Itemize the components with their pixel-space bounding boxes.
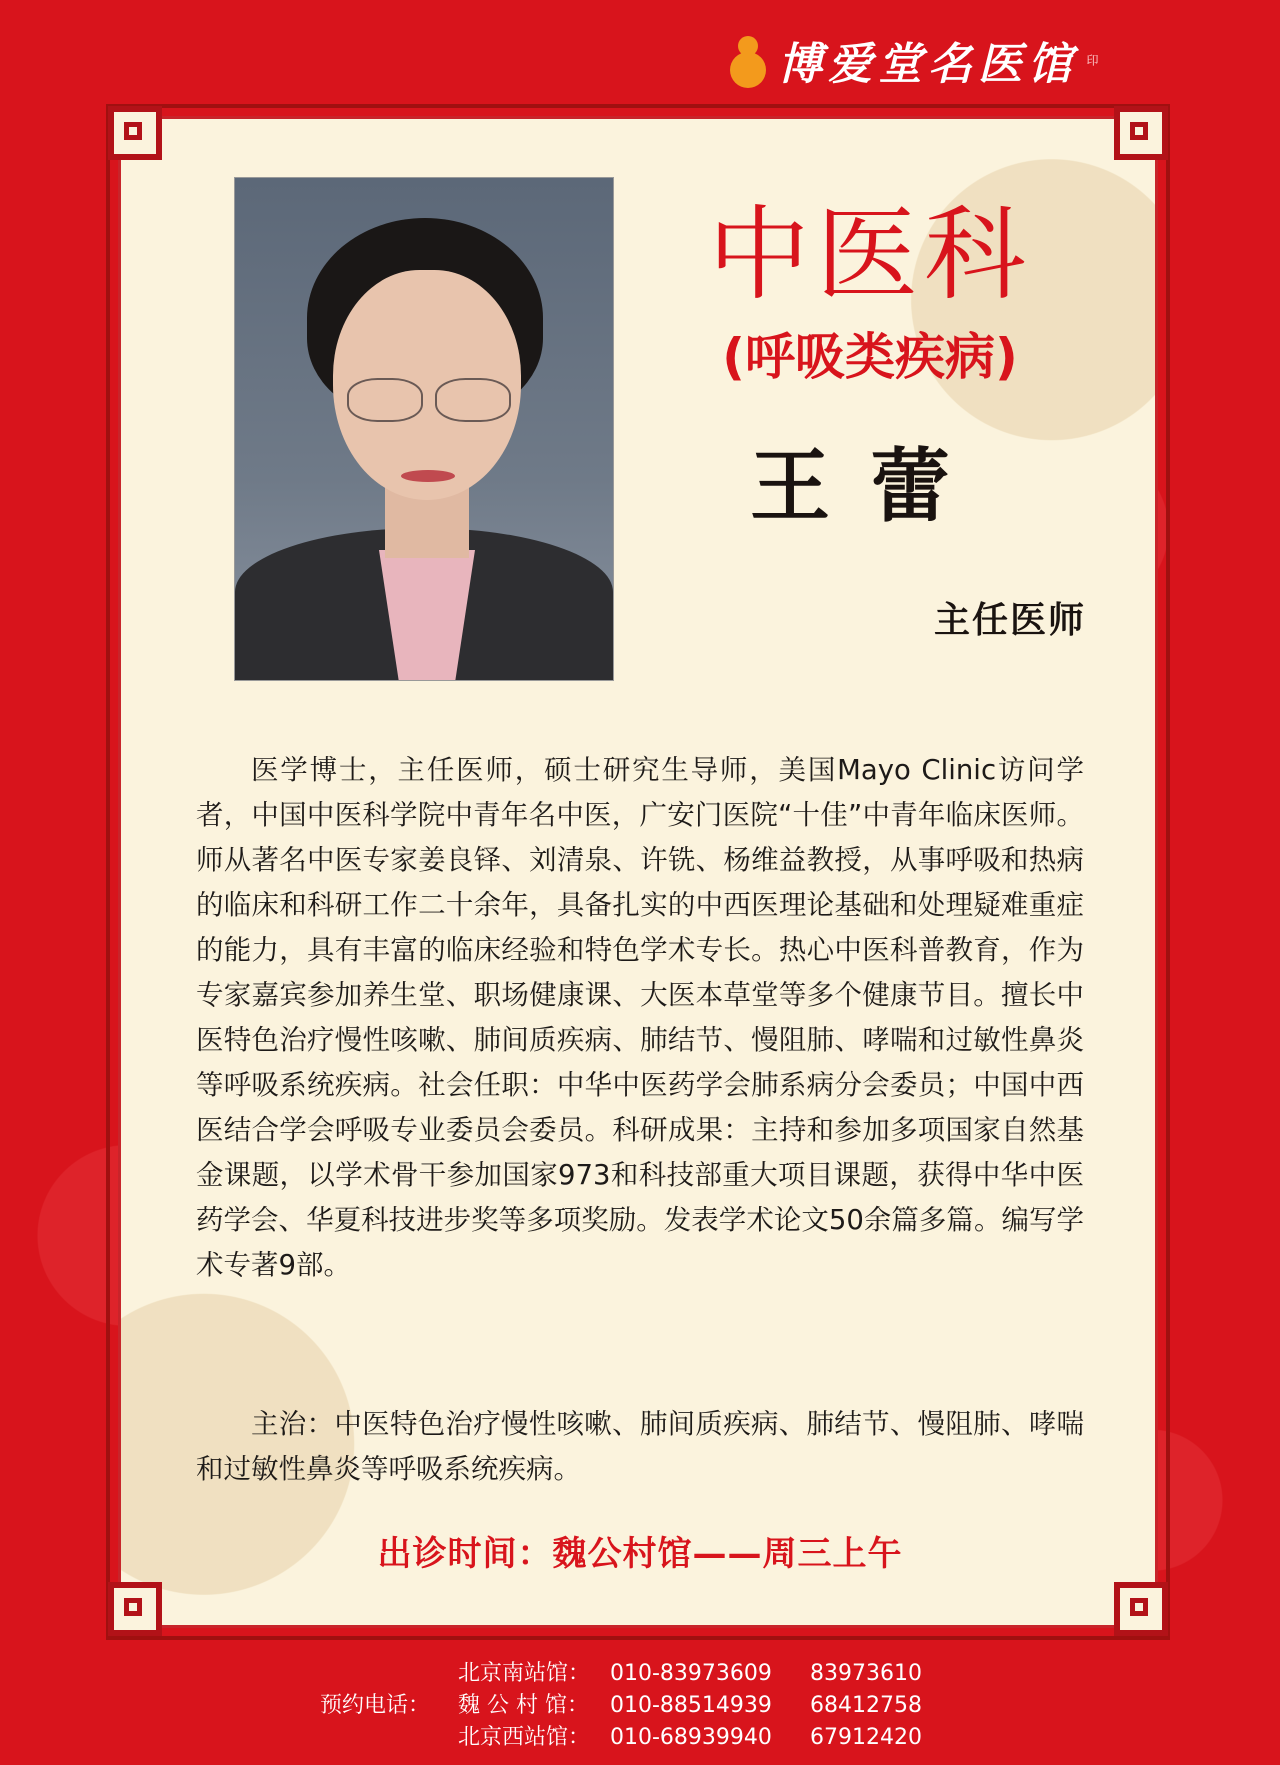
- department-title: 中医科: [708, 196, 1032, 315]
- booking-label: 预约电话：: [320, 1693, 431, 1718]
- phone-number[interactable]: 010-68939940: [610, 1725, 772, 1750]
- gourd-icon: [728, 32, 768, 88]
- department-subtitle: (呼吸类疾病): [722, 328, 1018, 386]
- corner-ornament-bottom-left: [108, 1582, 162, 1636]
- brand-name: 博爱堂名医馆: [778, 39, 1078, 90]
- brand-seal: 印: [1085, 54, 1099, 66]
- doctor-biography: 医学博士，主任医师，硕士研究生导师，美国Mayo Clinic访问学者，中国中医科学院中青年名中医，广安门医院“十佳”中青年临床医师。师从著名中医专家姜良铎、刘清泉、许铣、杨维益教授，从事呼吸和热病的临床和科研工作二十余年，具备扎实的中西医理论基础和处理疑难重症的能力，具有丰富的临床经验和特色学术专长。热心中医科普教育，作为专家嘉宾参加养生堂、职场健康课、大医本草堂等多个健康节目。擅长中医特色治疗慢性咳嗽、肺间质疾病、肺结节、慢阻肺、哮喘和过敏性鼻炎等呼吸系统疾病。社会任职：中华中医药学会肺系病分会委员；中国中西医结合学会呼吸专业委员会委员。科研成果：主持和参加多项国家自然基金课题，以学术骨干参加国家973和科技部重大项目课题，获得中华中医药学会、华夏科技进步奖等多项奖励。发表学术论文50余篇多篇。编写学术专著9部。: [196, 754, 1084, 1281]
- phone-number[interactable]: 83973610: [810, 1661, 922, 1686]
- phone-number[interactable]: 67912420: [810, 1725, 922, 1750]
- treatment-scope: 主治：中医特色治疗慢性咳嗽、肺间质疾病、肺结节、慢阻肺、哮喘和过敏性鼻炎等呼吸系统疾病。: [196, 1408, 1084, 1485]
- brand-logo: [728, 24, 1128, 96]
- corner-ornament-top-left: [108, 106, 162, 160]
- corner-ornament-top-right: [1114, 106, 1168, 160]
- phone-row: [458, 1690, 922, 1722]
- doctor-name: 王蕾: [750, 439, 990, 533]
- phone-row: [458, 1658, 922, 1690]
- doctor-title: 主任医师: [933, 600, 1086, 641]
- branch-name: 北京西站馆：: [458, 1725, 591, 1750]
- corner-ornament-bottom-right: [1114, 1582, 1168, 1636]
- phone-row: [458, 1722, 922, 1754]
- phone-number[interactable]: 68412758: [810, 1693, 922, 1718]
- clinic-schedule: 出诊时间：魏公村馆——周三上午: [377, 1534, 903, 1574]
- phone-number[interactable]: 010-83973609: [610, 1661, 772, 1686]
- branch-name: 魏 公 村 馆：: [458, 1693, 589, 1718]
- doctor-photo: [235, 178, 613, 680]
- phone-number[interactable]: 010-88514939: [610, 1693, 772, 1718]
- branch-name: 北京南站馆：: [458, 1661, 591, 1686]
